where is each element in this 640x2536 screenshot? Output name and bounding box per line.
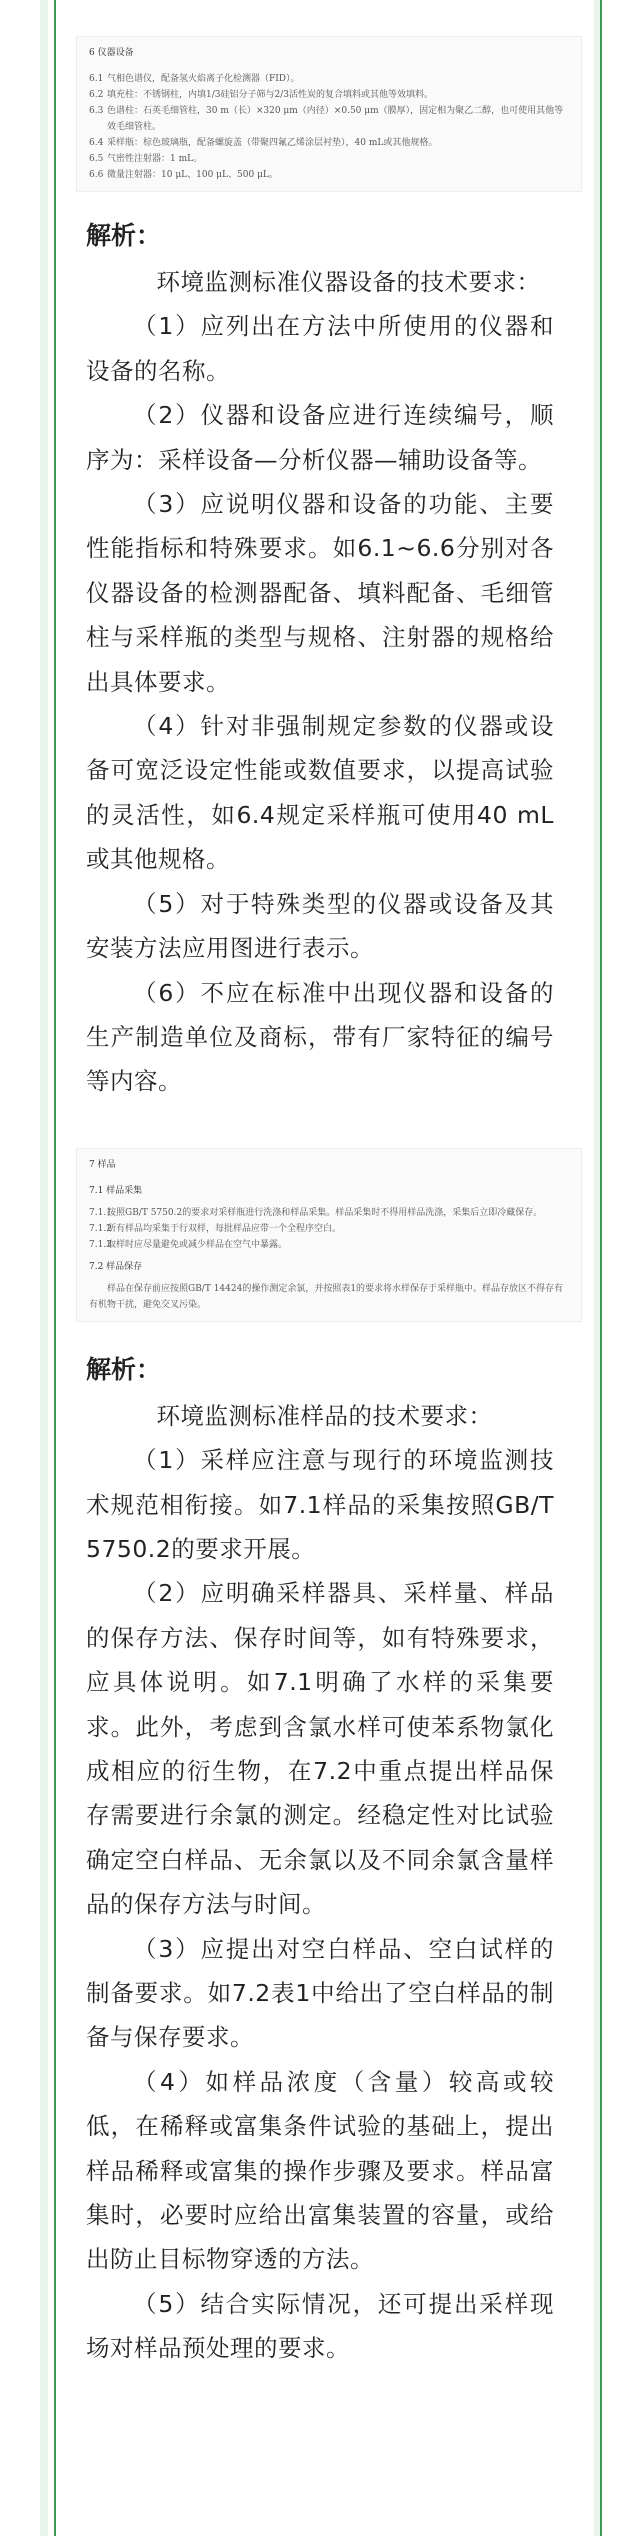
frame-line-right — [600, 0, 602, 2536]
standard-excerpt-instruments — [76, 36, 582, 192]
excerpt-line: 6.2 填充柱：不锈钢柱，内填1/3硅铝分子筛与2/3活性炭的复合填料或其他等效填料。 — [89, 90, 433, 100]
analysis-item: （3）应提出对空白样品、空白试样的制备要求。如7.2表1中给出了空白样品的制备与保存要求。 — [86, 1934, 554, 2052]
analysis-item: （2）应明确采样器具、采样量、样品的保存方法、保存时间等，如有特殊要求，应具体说明。如7.1明确了水样的采集要求。此外，考虑到含氯水样可使苯系物氯化成相应的衍生物，在7.2中重点提出样品保存需要进行余氯的测定。经稳定性对比试验确定空白样品、无余氯以及不同余氯含量样品的保存方法与时间。 — [86, 1579, 554, 1919]
analysis-item: （5）对于特殊类型的仪器或设备及其安装方法应用图进行表示。 — [86, 889, 554, 963]
analysis-item: （4）如样品浓度（含量）较高或较低，在稀释或富集条件试验的基础上，提出样品稀释或富集的操作步骤及要求。样品富集时，必要时应给出富集装置的容量，或给出防止目标物穿透的方法。 — [86, 2067, 554, 2274]
analysis-item: （2）仪器和设备应进行连续编号，顺序为：采样设备—分析仪器—辅助设备等。 — [86, 401, 554, 474]
excerpt-subsection-title: 7.2 样品保存 — [89, 1261, 143, 1272]
analysis-item: （5）结合实际情况，还可提出采样现场对样品预处理的要求。 — [86, 2289, 554, 2363]
analysis-intro: 环境监测标准样品的技术要求： — [156, 1401, 493, 1430]
excerpt-section-title: 7 样品 — [89, 1159, 116, 1170]
excerpt-line: 6.4 采样瓶：棕色玻璃瓶，配备螺旋盖（带聚四氟乙烯涂层衬垫），40 mL或其他规格。 — [89, 138, 438, 148]
excerpt-line: 6.6 微量注射器：10 μL、100 μL、500 μL。 — [89, 170, 278, 180]
analysis-item: （6）不应在标准中出现仪器和设备的生产制造单位及商标，带有厂家特征的编号等内容。 — [86, 978, 554, 1096]
analysis-heading: 解析： — [86, 221, 162, 250]
excerpt-section-title: 6 仪器设备 — [89, 48, 134, 58]
article-content — [86, 0, 564, 2371]
excerpt-line: 6.1 气相色谱仪，配备氢火焰离子化检测器（FID）。 — [89, 74, 300, 84]
excerpt-line: 6.3 色谱柱：石英毛细管柱，30 m（长）×320 μm（内径）×0.50 μm（膜厚），固定相为聚乙二醇，也可使用其他等效毛细管柱。 — [89, 106, 564, 132]
excerpt-line: 6.5 气密性注射器：1 mL。 — [89, 154, 203, 164]
analysis-item: （1）应列出在方法中所使用的仪器和设备的名称。 — [86, 312, 554, 385]
excerpt-paragraph: 样品在保存前应按照GB/T 14424的操作测定余氯，并按照表1的要求将水样保存于采样瓶中。样品存放区不得存有有机物干扰，避免交叉污染。 — [89, 1283, 564, 1310]
excerpt-line: 7.1.1 按照GB/T 5750.2的要求对采样瓶进行洗涤和样品采集。样品采集时不得用样品洗涤，采集后立即冷藏保存。 — [89, 1207, 543, 1218]
excerpt-line: 7.1.2 所有样品均采集于行双样，每批样品应带一个全程序空白。 — [89, 1223, 342, 1234]
analysis-heading: 解析： — [86, 1354, 162, 1384]
analysis-item: （4）针对非强制规定参数的仪器或设备可宽泛设定性能或数值要求，以提高试验的灵活性，如6.4规定采样瓶可使用40 mL或其他规格。 — [86, 712, 554, 874]
analysis-intro: 环境监测标准仪器设备的技术要求： — [156, 268, 541, 296]
frame-line-left — [54, 0, 56, 2536]
analysis-item: （1）采样应注意与现行的环境监测技术规范相衔接。如7.1样品的采集按照GB/T 5750.2的要求开展。 — [86, 1446, 554, 1563]
analysis-item: （3）应说明仪器和设备的功能、主要性能指标和特殊要求。如6.1~6.6分别对各仪器设备的检测器配备、填料配备、毛细管柱与采样瓶的类型与规格、注射器的规格给出具体要求。 — [86, 490, 554, 696]
excerpt-subsection-title: 7.1 样品采集 — [89, 1185, 143, 1196]
frame-border-left — [40, 0, 48, 2536]
standard-excerpt-samples — [76, 1148, 582, 1322]
excerpt-line: 7.1.3 取样时应尽量避免或减少样品在空气中暴露。 — [89, 1239, 288, 1250]
